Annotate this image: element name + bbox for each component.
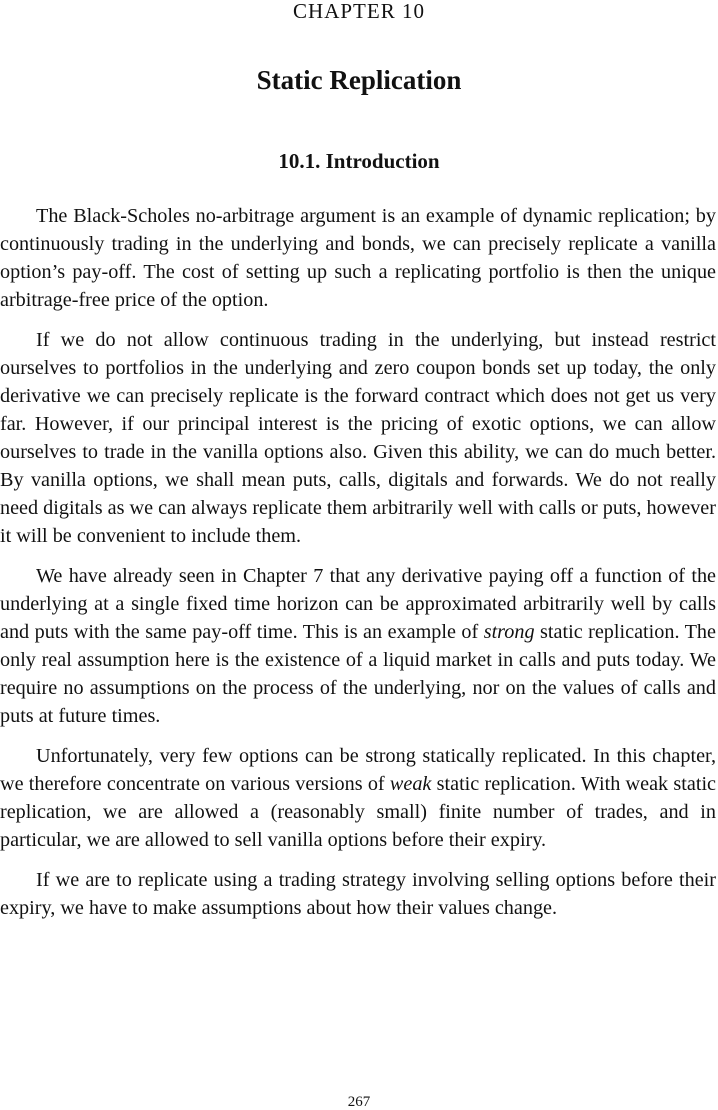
paragraph-1: The Black-Scholes no-arbitrage argument is an example of dynamic replication; by continuously trading in the underlying and bonds, we can precisely replicate a vanilla option’s pay-off. The cost of setting up such a replicating portfolio is then the unique arbitrage-free price of the option. [0,205,716,311]
paragraph-4-text-after: static replication. With weak static replication, we are allowed a (reasonably small) finite number of trades, and in particular, we are allowed to sell vanilla options before their expiry. [0,773,717,851]
paragraph-2: If we do not allow continuous trading in the underlying, but instead restrict ourselves to portfolios in the underlying and zero coupon bonds set up today, the only derivative we can precisely replicate is the forward contract which does not get us very far. However, if our principal interest is the pricing of exotic options, we can allow ourselves to trade in the vanilla options also. Given this ability, we can do much better. By vanilla options, we shall mean puts, calls, digitals and forwards. We do not really need digitals as we can always replicate them arbitrarily well with calls or puts, however it will be convenient to include them. [0,329,716,547]
emphasis-weak: weak [389,773,432,795]
page-number: 267 [347,1094,371,1110]
paragraph-3-text-before: We have already seen in Chapter 7 that any derivative paying off a function of the underlying at a single fixed time horizon can be approximated arbitrarily well by calls and puts with the same pay-off time. This is an example of [0,565,716,643]
paragraph-4-text-before: Unfortunately, very few options can be strong statically replicated. In this chapter, we therefore concentrate on various versions of [0,745,716,795]
paragraph-4 [0,742,716,854]
body-text [0,202,716,934]
paragraph-3 [0,562,716,730]
chapter-label: CHAPTER 10 [293,0,425,23]
emphasis-strong: strong [483,621,535,643]
chapter-title: Static Replication [256,65,462,95]
paragraph-3-text-after: static replication. The only real assumption here is the existence of a liquid market in calls and puts today. We require no assumptions on the process of the underlying, nor on the values of calls and puts at future times. [0,621,716,727]
paragraph-5: If we are to replicate using a trading strategy involving selling options before their expiry, we have to make assumptions about how their values change. [0,869,716,919]
section-title: 10.1. Introduction [278,149,440,173]
